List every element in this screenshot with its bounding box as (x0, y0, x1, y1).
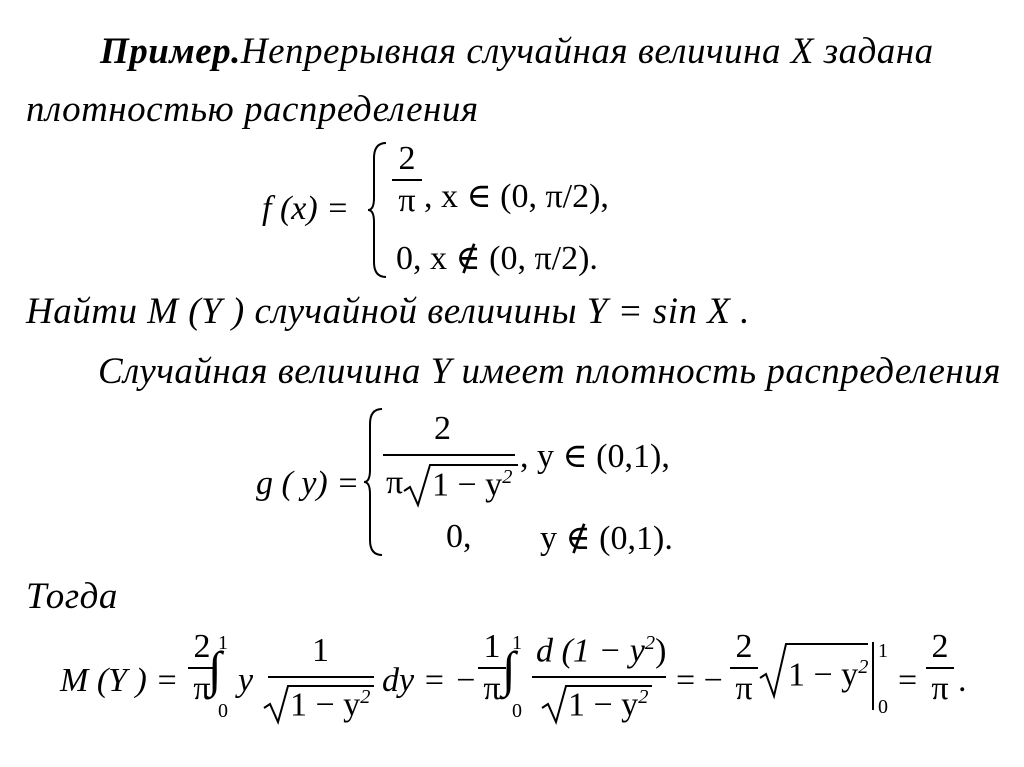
final-eval-lower: 0 (878, 696, 888, 718)
gy-lhs: g ( y) = (256, 465, 360, 502)
int2-sign: ∫ (502, 641, 516, 697)
intro-line-1 (100, 30, 934, 73)
final-eval-bar (872, 642, 874, 710)
int2-lower: 0 (512, 700, 522, 722)
gy-frac-num: 2 (434, 410, 451, 447)
int1-lower: 0 (218, 700, 228, 722)
density-var-y: Y (430, 351, 452, 392)
final-c1: 2 π (188, 630, 216, 706)
fx-frac-bar (392, 179, 422, 181)
var-x: X (790, 31, 814, 72)
int2-upper: 1 (512, 632, 522, 654)
final-f2-num: 1 (312, 632, 329, 669)
density-text-2: имеет плотность распределения (461, 351, 1001, 392)
fx-fraction (392, 142, 422, 218)
example-heading: Пример. (100, 31, 241, 72)
task-expr: M (Y ) (147, 291, 245, 332)
int1-upper: 1 (218, 632, 228, 654)
task-expr-2: Y = sin X . (586, 291, 750, 332)
fx-lhs: f (x) = (262, 190, 350, 227)
fx-frac-den: π (398, 182, 416, 219)
final-f3-num: d $(1 - y^2)$ (536, 632, 667, 670)
intro-text-1: Непрерывная случайная величина (240, 31, 782, 72)
fx-case2: 0, x ∉ (0, π/2). (396, 240, 598, 277)
gy-case1-cond: , y ∈ (0,1), (520, 438, 670, 475)
final-c2: 1 π (478, 630, 506, 706)
final-f2-den: $1 - y^2$ (290, 686, 371, 724)
final-dy: dy = − (382, 662, 477, 699)
final-eval-upper: 1 (878, 640, 888, 662)
final-period: . (958, 662, 967, 699)
final-eq3: = (898, 662, 918, 699)
gy-den-root: $1 - y^2$ (432, 466, 513, 504)
task-line (26, 290, 750, 333)
gy-frac-den (386, 464, 403, 502)
task-text: Найти (26, 291, 138, 332)
final-y: y (238, 662, 254, 699)
gy-case2-val: 0, (446, 518, 472, 555)
final-c3: 2 π (730, 630, 758, 706)
gy-left-brace (362, 406, 386, 558)
intro-text-1-end: задана (823, 31, 934, 72)
then-label: Тогда (26, 576, 118, 617)
final-f3-bar (532, 676, 666, 678)
gy-den-exp: 2 (502, 466, 513, 488)
final-result: 2 π (926, 630, 954, 706)
final-eq2: = − (676, 662, 723, 699)
task-text-2: случайной величины (254, 291, 578, 332)
final-f2-bar (268, 676, 374, 678)
int1-sign: ∫ (208, 641, 222, 697)
fx-frac-num: 2 (398, 140, 416, 177)
fx-left-brace (366, 140, 390, 280)
gy-case2-cond: y ∉ (0,1). (540, 520, 673, 557)
final-lhs: M (Y ) = (60, 662, 179, 699)
fx-case1-cond: , x ∈ (0, π/2), (424, 178, 609, 215)
gy-frac-bar (383, 454, 515, 456)
intro-line-2: плотностью распределения (26, 89, 479, 130)
density-line (98, 350, 1001, 393)
final-root-body: $1 - y^2$ (788, 656, 869, 694)
density-text-1: Случайная величина (98, 351, 421, 392)
final-f3-den: $1 - y^2$ (568, 686, 649, 724)
gy-den-pi: π (386, 464, 404, 501)
